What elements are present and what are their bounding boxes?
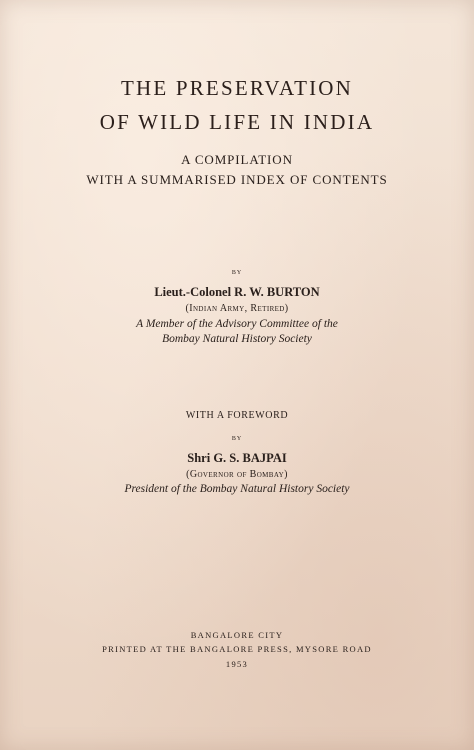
imprint-year: 1953	[225, 659, 249, 669]
foreword-heading: WITH A FOREWORD	[185, 410, 289, 421]
book-title-line-2: OF WILD LIFE IN INDIA	[99, 110, 375, 134]
book-title-line-1: THE PRESERVATION	[120, 76, 354, 100]
subtitle-line-1: A COMPILATION	[181, 152, 293, 167]
author-rank: (Indian Army, Retired)	[185, 303, 289, 314]
foreword-author-role: President of the Bombay Natural History Society	[124, 483, 350, 495]
author-by-label: BY	[231, 270, 243, 276]
foreword-author-name: Shri G. S. BAJPAI	[187, 451, 287, 465]
subtitle-line-2: WITH A SUMMARISED INDEX OF CONTENTS	[86, 172, 388, 187]
imprint-city: BANGALORE CITY	[190, 630, 284, 640]
foreword-author-office: (Governor of Bombay)	[186, 469, 288, 480]
author-affiliation-line-2: Bombay Natural History Society	[162, 333, 312, 345]
foreword-by-label: BY	[231, 436, 243, 442]
author-affiliation-line-1: A Member of the Advisory Committee of the	[136, 318, 338, 330]
author-name: Lieut.-Colonel R. W. BURTON	[154, 285, 320, 299]
imprint-printer: PRINTED AT THE BANGALORE PRESS, MYSORE ROAD	[102, 644, 372, 654]
